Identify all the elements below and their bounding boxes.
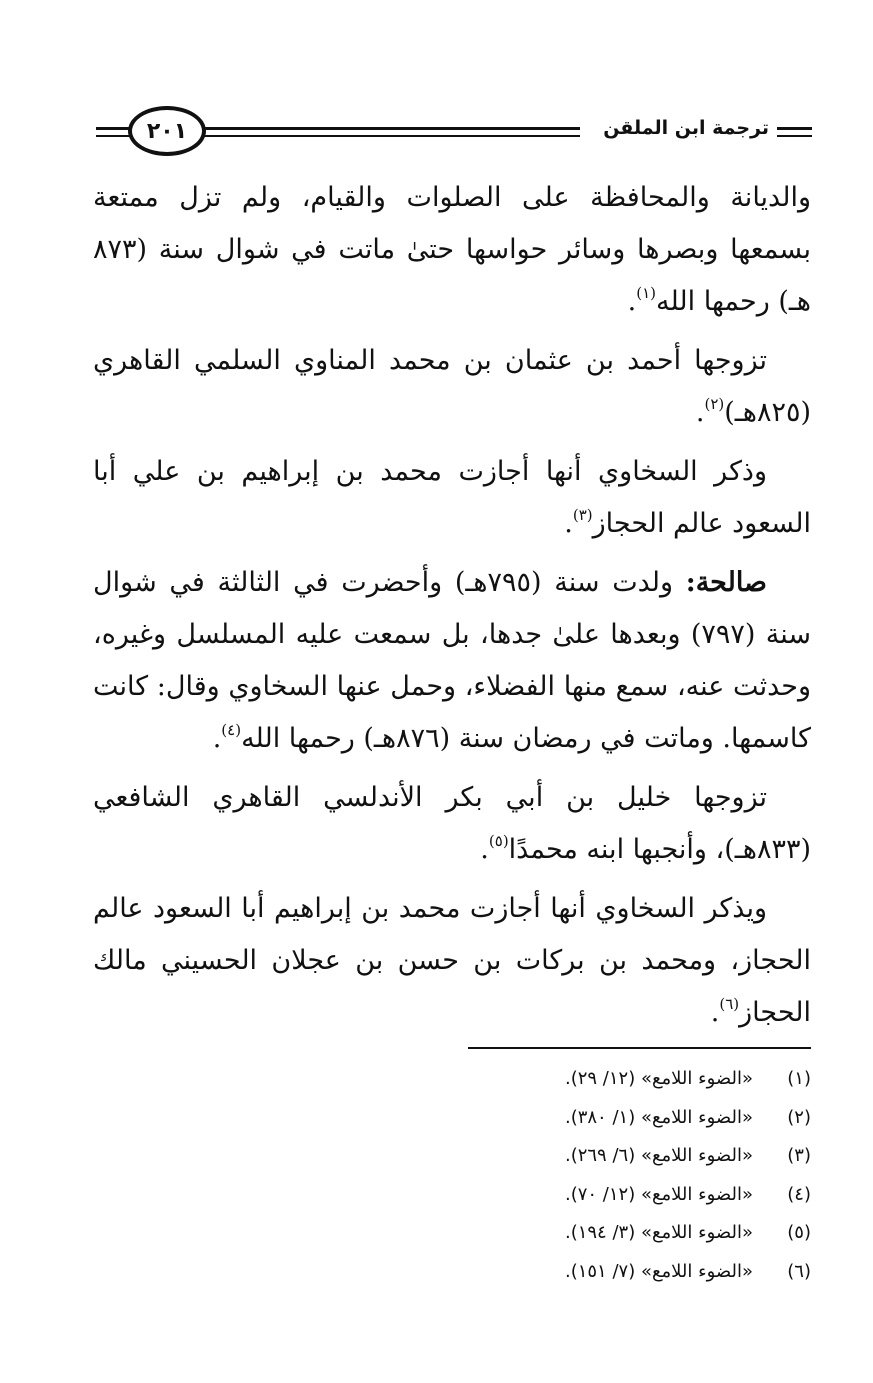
paragraph xyxy=(93,557,811,765)
paragraph-text: وذكر السخاوي أنها أجازت محمد بن إبراهيم بن علي أبا السعود عالم الحجاز xyxy=(93,456,811,539)
footnote-number: (٢) xyxy=(787,1106,811,1128)
footnote-number: (٥) xyxy=(787,1222,811,1243)
paragraph-end: . xyxy=(564,508,573,539)
paragraph-end: . xyxy=(212,723,222,754)
paragraph xyxy=(93,335,811,439)
running-title: ترجمة ابن الملقن xyxy=(595,117,777,139)
paragraph-end: . xyxy=(627,286,637,317)
paragraph-text: تزوجها أحمد بن عثمان بن محمد المناوي السلمي القاهري (٨٢٥هـ) xyxy=(93,345,811,428)
paragraph-end: . xyxy=(480,834,489,865)
entry-name: صالحة: xyxy=(685,567,767,598)
footnote-text: «الضوء اللامع» (١٢/ ٧٠). xyxy=(564,1183,753,1205)
paragraph xyxy=(93,883,811,1039)
footnote-item xyxy=(111,1060,811,1099)
footnote-number: (٤) xyxy=(787,1183,811,1205)
footnote-ref[interactable]: (١) xyxy=(636,284,656,302)
footnote-ref[interactable]: (٦) xyxy=(719,995,740,1013)
footnote-item xyxy=(111,1253,811,1292)
page-number-oval xyxy=(128,106,206,156)
paragraph-text: والديانة والمحافظة على الصلوات والقيام، ولم تزل ممتعة بسمعها وبصرها وسائر حواسها حتىٰ ماتت في شوال سنة (٨٧٣ هـ) رحمها الله xyxy=(93,182,811,317)
footnote-text: «الضوء اللامع» (١/ ٣٨٠). xyxy=(564,1106,753,1128)
footnote-ref[interactable]: (٢) xyxy=(704,395,725,413)
footnote-separator xyxy=(468,1047,811,1049)
footnote-ref[interactable]: (٣) xyxy=(572,506,593,524)
footnote-item xyxy=(111,1137,811,1176)
footnote-ref[interactable]: (٤) xyxy=(221,721,242,739)
paragraph-end: . xyxy=(710,997,720,1028)
page-header xyxy=(0,0,873,175)
footnote-number: (٣) xyxy=(787,1145,811,1166)
paragraph-text: ولدت سنة (٧٩٥هـ) وأحضرت في الثالثة في شوال سنة (٧٩٧) وبعدها علىٰ جدها، بل سمعت عليه المسلسل وغيره، وحدثت عنه، سمع منها الفضلاء، وحمل عنها السخاوي وقال: كانت كاسمها. وماتت في رمضان سنة (٨٧٦هـ) رحمها الله xyxy=(93,567,811,754)
header-rule-middle-thin xyxy=(200,135,580,137)
header-rule-middle xyxy=(200,127,580,130)
footnote-item xyxy=(111,1099,811,1138)
paragraph-text: تزوجها خليل بن أبي بكر الأندلسي القاهري الشافعي (٨٣٣هـ)، وأنجبها ابنه محمدًا xyxy=(93,782,811,865)
page-number: ٢٠١ xyxy=(146,118,188,144)
paragraph xyxy=(93,446,811,550)
paragraph-text: ويذكر السخاوي أنها أجازت محمد بن إبراهيم أبا السعود عالم الحجاز، ومحمد بن بركات بن حسن بن عجلان الحسيني مالك الحجاز xyxy=(93,893,811,1028)
footnote-ref[interactable]: (٥) xyxy=(488,832,509,850)
paragraph xyxy=(93,172,811,328)
footnote-text: «الضوء اللامع» (١٢/ ٢٩). xyxy=(564,1068,753,1089)
paragraph xyxy=(93,772,811,876)
main-text xyxy=(93,172,811,1046)
footnote-item xyxy=(111,1176,811,1215)
footnote-text: «الضوء اللامع» (٧/ ١٥١). xyxy=(564,1260,753,1282)
paragraph-end: . xyxy=(695,397,705,428)
footnote-text: «الضوء اللامع» (٦/ ٢٦٩). xyxy=(564,1145,753,1166)
footnote-item xyxy=(111,1214,811,1253)
footnote-number: (٦) xyxy=(787,1260,811,1282)
footnote-text: «الضوء اللامع» (٣/ ١٩٤). xyxy=(564,1222,753,1243)
footnotes xyxy=(111,1060,811,1291)
footnote-number: (١) xyxy=(787,1068,811,1089)
